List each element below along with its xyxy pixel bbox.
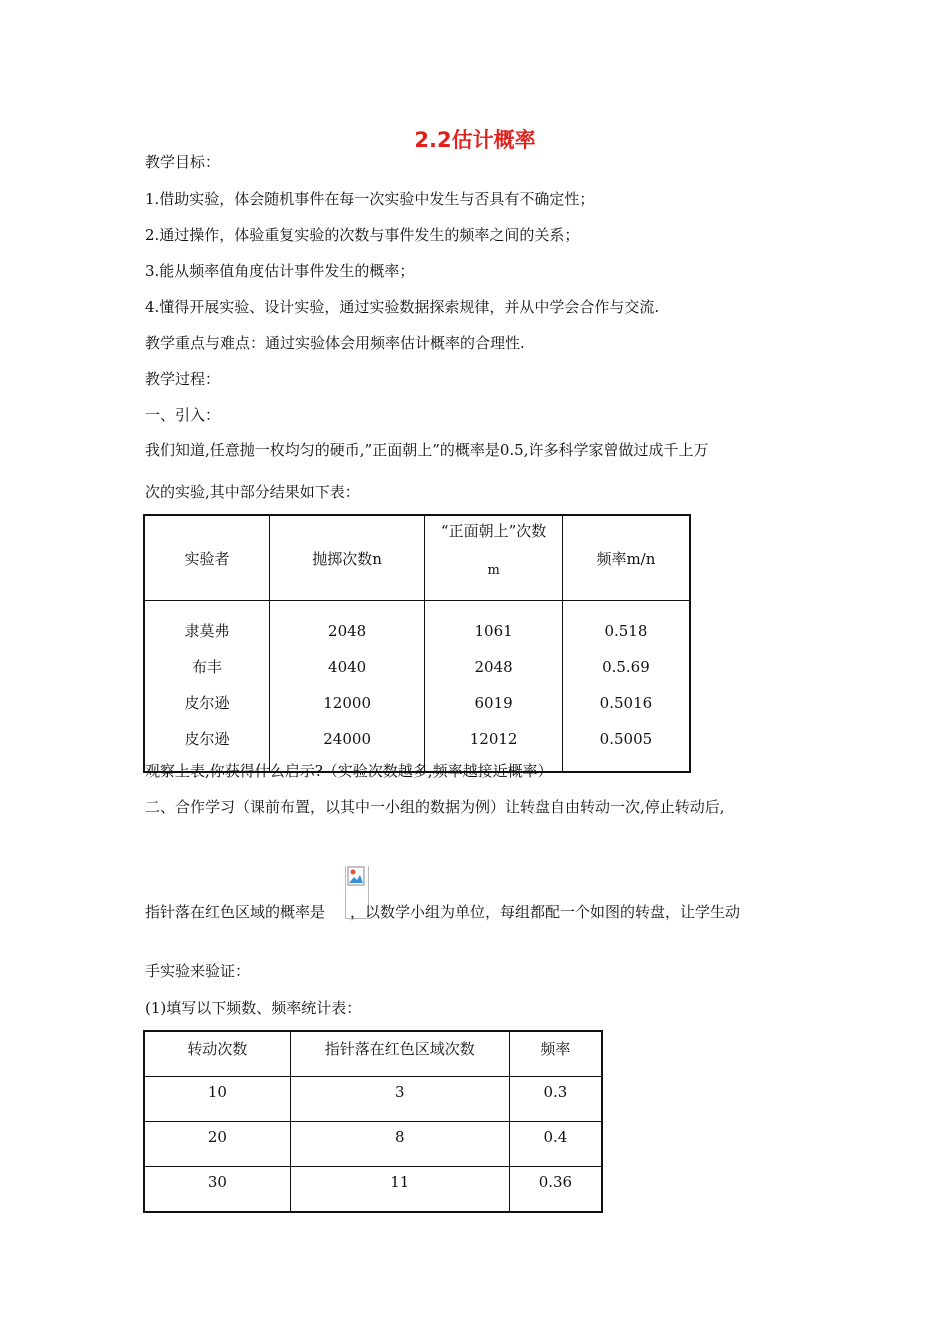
pointer-text-b: ，以数学小组为单位，每组都配一个如图的转盘，让学生动 <box>350 903 741 921</box>
table-row <box>144 1122 602 1167</box>
frequency-value: 0.36 <box>509 1167 602 1213</box>
tosses-cell <box>269 601 424 773</box>
key-points: 教学重点与难点：通过实验体会用频率估计概率的合理性. <box>145 334 525 352</box>
red-count-value: 3 <box>290 1077 509 1122</box>
experimenter-3: 皮尔逊 <box>184 694 230 712</box>
frequency-1: 0.518 <box>604 622 648 640</box>
spins-value: 20 <box>144 1122 290 1167</box>
heads-3: 6019 <box>474 694 513 712</box>
table-body-row <box>144 601 690 773</box>
observe-text: 观察上表,你获得什么启示?（实验次数越多,频率越接近概率） <box>145 762 553 780</box>
experimenter-4: 皮尔逊 <box>184 730 230 748</box>
table-header-row <box>144 1031 602 1077</box>
pointer-text-a: 指针落在红色区域的概率是 <box>145 903 326 921</box>
header-tosses: 抛掷次数n <box>269 515 424 601</box>
intro-heading: 一、引入： <box>145 406 221 424</box>
tosses-3: 12000 <box>323 694 371 712</box>
spins-value: 30 <box>144 1167 290 1213</box>
tosses-4: 24000 <box>323 730 371 748</box>
frequency-value: 0.4 <box>509 1122 602 1167</box>
heads-cell <box>425 601 563 773</box>
page-title: 2.2估计概率 <box>414 128 536 152</box>
hands-text: 手实验来验证： <box>145 962 251 980</box>
fill-text: (1)填写以下频数、频率统计表： <box>145 999 362 1017</box>
table-header-row <box>144 515 690 601</box>
objective-2: 2.通过操作，体验重复实验的次数与事件发生的频率之间的关系； <box>145 226 580 244</box>
frequency-cell <box>562 601 690 773</box>
objectives-heading: 教学目标： <box>145 153 221 171</box>
heads-2: 2048 <box>474 658 513 676</box>
header-frequency: 频率m/n <box>562 515 690 601</box>
frequency-2: 0.5.69 <box>602 658 650 676</box>
experimenter-2: 布丰 <box>191 658 222 676</box>
header-red-count: 指针落在红色区域次数 <box>290 1031 509 1077</box>
tosses-2: 4040 <box>328 658 367 676</box>
frequency-4: 0.5005 <box>599 730 653 748</box>
table-row <box>144 1167 602 1213</box>
header-heads-var: m <box>487 563 500 578</box>
objective-3: 3.能从频率值角度估计事件发生的概率； <box>145 262 415 280</box>
broken-image-icon <box>347 866 365 886</box>
header-heads-label: “正面朝上”次数 <box>440 522 547 540</box>
experimenter-cell <box>144 601 269 773</box>
header-heads <box>425 515 563 601</box>
heads-1: 1061 <box>474 622 513 640</box>
frequency-value: 0.3 <box>509 1077 602 1122</box>
tosses-1: 2048 <box>328 622 367 640</box>
intro-text-1: 我们知道,任意抛一枚均匀的硬币,”正面朝上”的概率是0.5,许多科学家曾做过成千上万 <box>145 441 709 459</box>
experimenter-1: 隶莫弗 <box>184 622 230 640</box>
coin-toss-table <box>143 514 691 773</box>
table-row <box>144 1077 602 1122</box>
spinner-table <box>143 1030 603 1213</box>
header-frequency: 频率 <box>509 1031 602 1077</box>
header-spins: 转动次数 <box>144 1031 290 1077</box>
intro-text-2: 次的实验,其中部分结果如下表： <box>145 483 360 501</box>
header-experimenter: 实验者 <box>144 515 269 601</box>
pointer-line <box>145 902 740 922</box>
coop-text: 二、合作学习（课前布置，以其中一小组的数据为例）让转盘自由转动一次,停止转动后, <box>145 798 725 816</box>
red-count-value: 8 <box>290 1122 509 1167</box>
objective-4: 4.懂得开展实验、设计实验，通过实验数据探索规律，并从中学会合作与交流. <box>145 298 660 316</box>
objective-1: 1.借助实验，体会随机事件在每一次实验中发生与否具有不确定性； <box>145 190 595 208</box>
process-heading: 教学过程： <box>145 370 221 388</box>
heads-4: 12012 <box>469 730 518 748</box>
frequency-3: 0.5016 <box>599 694 653 712</box>
red-count-value: 11 <box>290 1167 509 1213</box>
spins-value: 10 <box>144 1077 290 1122</box>
